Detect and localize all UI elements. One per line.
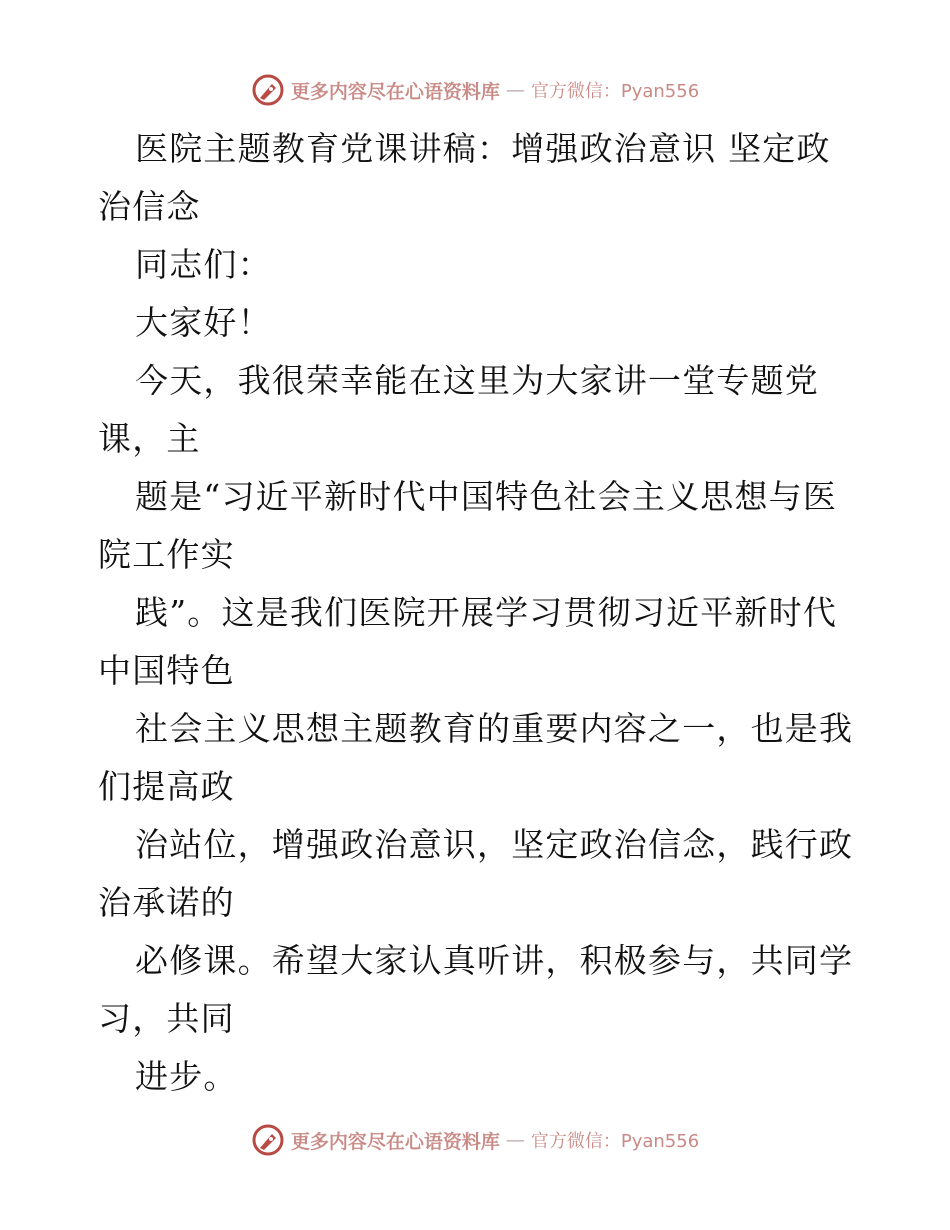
footer-watermark (0, 1120, 950, 1160)
paragraph-line: 院工作实 (98, 535, 235, 574)
paragraph-line: 题是“习近平新时代中国特色社会主义思想与医 (135, 477, 838, 516)
paragraph-line: 社会主义思想主题教育的重要内容之一，也是我 (135, 709, 854, 748)
watermark-separator: — (505, 1129, 525, 1151)
paragraph-line: 必修课。希望大家认真听讲，积极参与，共同学 (135, 941, 854, 980)
title-line-2: 治信念 (98, 187, 201, 226)
paragraph-line: 中国特色 (98, 651, 235, 690)
paragraph-line: 课，主 (98, 419, 201, 458)
paragraph-line: 习，共同 (98, 999, 235, 1038)
greeting: 大家好！ (135, 303, 272, 342)
salutation: 同志们： (135, 245, 272, 284)
pen-nib-logo-icon (251, 73, 285, 107)
paragraph-line: 今天，我很荣幸能在这里为大家讲一堂专题党 (135, 361, 819, 400)
title-line-1: 医院主题教育党课讲稿：增强政治意识 坚定政 (135, 129, 831, 168)
watermark-site-text: 更多内容尽在心语资料库 (290, 80, 500, 103)
paragraph-line: 们提高政 (98, 767, 235, 806)
watermark-wechat-text: 官方微信：Pyan556 (530, 1131, 700, 1152)
watermark-site-text: 更多内容尽在心语资料库 (290, 1130, 500, 1153)
document-body (98, 120, 858, 1106)
paragraph-line: 进步。 (135, 1057, 238, 1096)
paragraph-line: 践”。这是我们医院开展学习贯彻习近平新时代 (135, 593, 838, 632)
header-watermark (0, 70, 950, 110)
paragraph-line: 治承诺的 (98, 883, 235, 922)
watermark-separator: — (505, 79, 525, 101)
watermark-wechat-text: 官方微信：Pyan556 (530, 81, 700, 102)
pen-nib-logo-icon (251, 1123, 285, 1157)
paragraph-line: 治站位，增强政治意识，坚定政治信念，践行政 (135, 825, 854, 864)
